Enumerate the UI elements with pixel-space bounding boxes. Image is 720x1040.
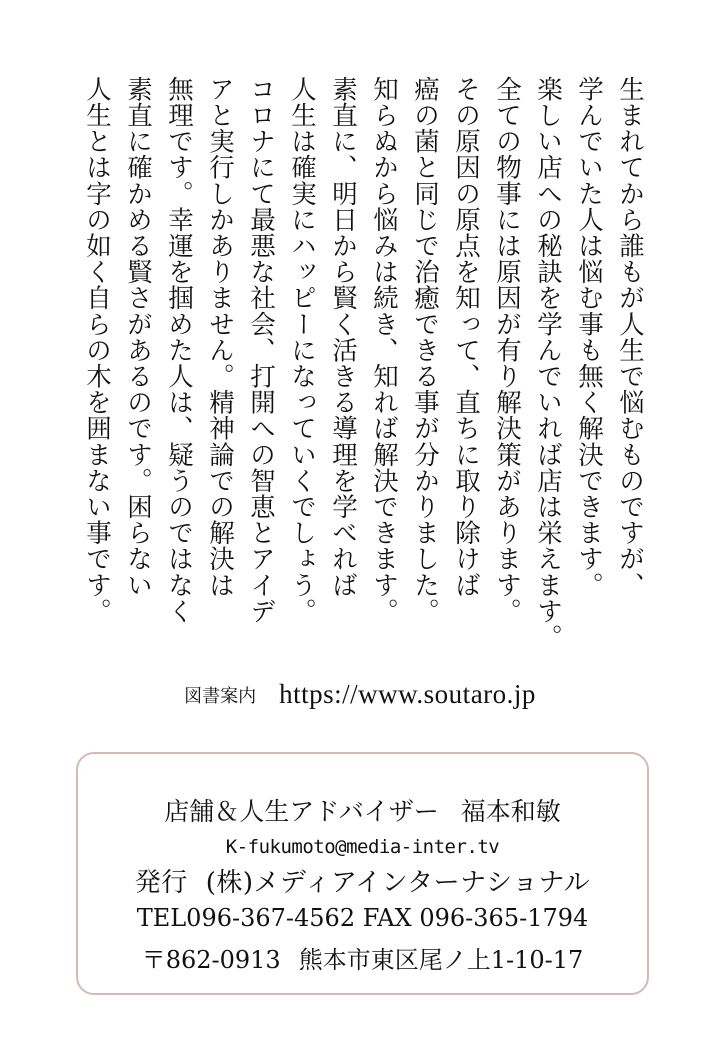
postal-mark-icon: 〒 [141, 946, 166, 974]
address-line [78, 940, 647, 975]
tel-number[interactable]: 096-367-4562 [186, 904, 356, 932]
email-address[interactable]: K-fukumoto@media-inter.tv [225, 836, 500, 858]
publisher-line [78, 862, 647, 899]
essay-line-11: アと実行しかありません。精神論での解決は [205, 76, 235, 598]
essay-line-9: 人生は確実にハッピーになっていくでしょう。 [287, 76, 317, 625]
essay-line-1: 生まれてから誰もが人生で悩むものですが、 [615, 76, 645, 598]
phone-fax-line [78, 904, 647, 932]
book-guide [0, 679, 720, 710]
publisher-label: 発行 [134, 868, 188, 898]
contact-card [76, 752, 649, 995]
essay-line-10: コロナにて最悪な社会、打開への智恵とアイデ [246, 76, 276, 625]
fax-label: FAX [362, 904, 412, 932]
postal-code: 862-0913 [165, 946, 281, 974]
advisor-role: 店舗＆人生アドバイザー [164, 797, 439, 826]
essay-line-8: 素直に、明日から賢く活きる導理を学べれば [328, 76, 358, 598]
street-address: 熊本市東区尾ノ上1-10-17 [298, 946, 584, 974]
tel-label: TEL [136, 904, 187, 932]
book-guide-label: 図書案内 [184, 685, 257, 707]
essay-line-6: 癌の菌と同じで治癒できる事が分かりました。 [410, 76, 440, 625]
advisor-name: 福本和敏 [460, 797, 561, 826]
essay-line-12: 無理です。幸運を掴めた人は、疑うのではなく [164, 76, 194, 625]
essay-line-14: 人生とは字の如く自らの木を囲まない事です。 [82, 76, 112, 625]
essay-line-13: 素直に確かめる賢さがあるのです。困らない [123, 76, 153, 598]
company-name: (株)メディアインターナショナル [205, 868, 591, 898]
essay-line-3: 楽しい店への秘訣を学んでいれば店は栄えます。 [533, 76, 563, 651]
essay-line-2: 学んでいた人は悩む事も無く解決できます。 [574, 76, 604, 598]
website-link[interactable]: https://www.soutaro.jp [279, 679, 536, 709]
advisor-line [78, 792, 647, 828]
essay-line-5: その原因の原点を知って、直ちに取り除けば [451, 76, 481, 598]
essay-body [70, 76, 650, 676]
fax-number: 096-365-1794 [419, 904, 589, 932]
essay-line-4: 全ての物事には原因が有り解決策があります。 [492, 76, 522, 625]
essay-line-7: 知らぬから悩みは続き、知れば解決できます。 [369, 76, 399, 625]
